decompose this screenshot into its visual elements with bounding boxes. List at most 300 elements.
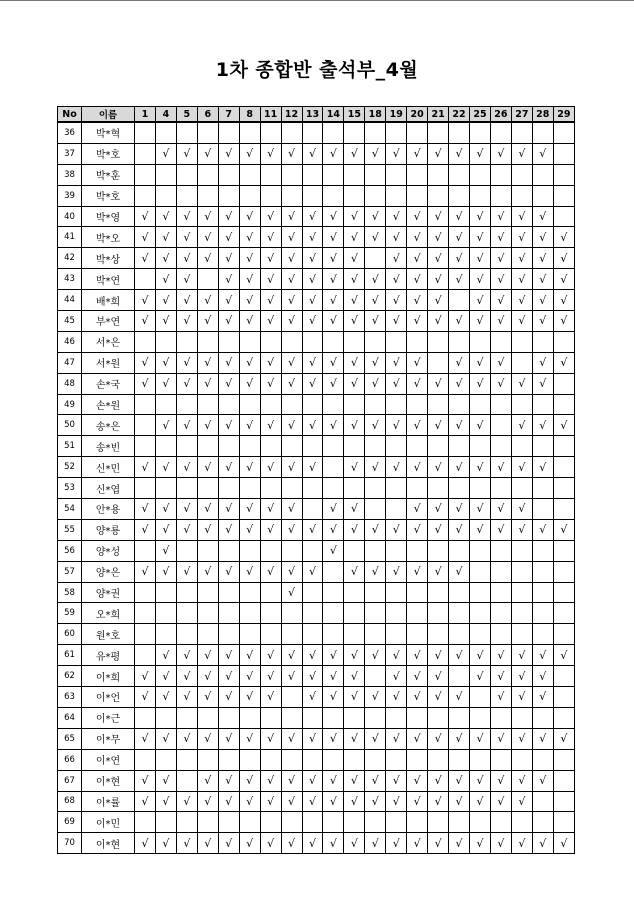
attendance-empty — [323, 394, 344, 415]
attendance-empty — [281, 122, 302, 143]
attendance-empty — [511, 122, 532, 143]
attendance-empty — [449, 331, 470, 352]
attendance-check: √ — [323, 227, 344, 248]
attendance-empty — [281, 394, 302, 415]
attendance-check: √ — [344, 728, 365, 749]
attendance-check: √ — [218, 645, 239, 666]
attendance-check: √ — [281, 269, 302, 290]
attendance-check: √ — [260, 415, 281, 436]
attendance-empty — [344, 185, 365, 206]
attendance-check: √ — [511, 770, 532, 791]
attendance-empty — [511, 561, 532, 582]
student-name: 부*연 — [82, 311, 135, 332]
table-row — [58, 457, 575, 478]
attendance-empty — [449, 478, 470, 499]
attendance-check: √ — [218, 248, 239, 269]
student-name: 이*률 — [82, 791, 135, 812]
attendance-empty — [407, 707, 428, 728]
attendance-empty — [386, 164, 407, 185]
attendance-check: √ — [365, 519, 386, 540]
attendance-check: √ — [553, 645, 574, 666]
header-day-7: 7 — [218, 107, 239, 123]
attendance-check: √ — [197, 311, 218, 332]
attendance-check: √ — [365, 561, 386, 582]
table-row — [58, 603, 575, 624]
attendance-empty — [365, 749, 386, 770]
attendance-check: √ — [470, 645, 491, 666]
attendance-check: √ — [135, 227, 156, 248]
attendance-check: √ — [553, 311, 574, 332]
attendance-check: √ — [239, 770, 260, 791]
attendance-check: √ — [260, 499, 281, 520]
attendance-check: √ — [302, 791, 323, 812]
attendance-empty — [428, 478, 449, 499]
attendance-check: √ — [386, 645, 407, 666]
attendance-empty — [197, 331, 218, 352]
attendance-check: √ — [511, 499, 532, 520]
attendance-empty — [239, 582, 260, 603]
attendance-empty — [407, 478, 428, 499]
attendance-check: √ — [449, 561, 470, 582]
attendance-empty — [197, 707, 218, 728]
attendance-check: √ — [197, 227, 218, 248]
table-row — [58, 624, 575, 645]
attendance-empty — [470, 707, 491, 728]
student-name: 박*연 — [82, 269, 135, 290]
attendance-empty — [302, 812, 323, 833]
attendance-check: √ — [218, 833, 239, 854]
attendance-empty — [553, 373, 574, 394]
attendance-check: √ — [407, 206, 428, 227]
attendance-empty — [449, 394, 470, 415]
attendance-check: √ — [490, 311, 511, 332]
attendance-empty — [239, 707, 260, 728]
attendance-empty — [323, 478, 344, 499]
attendance-empty — [281, 603, 302, 624]
attendance-check: √ — [176, 206, 197, 227]
student-name: 손*원 — [82, 394, 135, 415]
attendance-empty — [302, 436, 323, 457]
attendance-check: √ — [449, 206, 470, 227]
attendance-check: √ — [239, 561, 260, 582]
attendance-check: √ — [407, 373, 428, 394]
attendance-check: √ — [511, 143, 532, 164]
attendance-empty — [470, 687, 491, 708]
attendance-empty — [386, 478, 407, 499]
attendance-check: √ — [490, 666, 511, 687]
attendance-empty — [155, 624, 176, 645]
attendance-check: √ — [302, 687, 323, 708]
attendance-check: √ — [260, 290, 281, 311]
attendance-check: √ — [490, 728, 511, 749]
attendance-check: √ — [176, 728, 197, 749]
top-rule — [0, 0, 634, 1]
attendance-empty — [386, 122, 407, 143]
attendance-empty — [365, 394, 386, 415]
attendance-check: √ — [428, 519, 449, 540]
attendance-empty — [344, 540, 365, 561]
attendance-check: √ — [386, 561, 407, 582]
attendance-check: √ — [511, 791, 532, 812]
student-name: 박*영 — [82, 206, 135, 227]
attendance-check: √ — [135, 687, 156, 708]
attendance-empty — [490, 415, 511, 436]
attendance-check: √ — [449, 728, 470, 749]
attendance-empty — [176, 603, 197, 624]
attendance-empty — [135, 645, 156, 666]
attendance-empty — [428, 122, 449, 143]
attendance-check: √ — [511, 248, 532, 269]
attendance-check: √ — [281, 227, 302, 248]
attendance-empty — [176, 478, 197, 499]
attendance-check: √ — [302, 352, 323, 373]
attendance-empty — [490, 164, 511, 185]
attendance-empty — [365, 812, 386, 833]
attendance-empty — [553, 791, 574, 812]
attendance-check: √ — [176, 561, 197, 582]
attendance-empty — [470, 164, 491, 185]
attendance-check: √ — [511, 645, 532, 666]
attendance-check: √ — [428, 373, 449, 394]
attendance-empty — [135, 436, 156, 457]
attendance-check: √ — [532, 770, 553, 791]
attendance-check: √ — [407, 143, 428, 164]
attendance-empty — [428, 185, 449, 206]
table-row — [58, 582, 575, 603]
attendance-empty — [281, 478, 302, 499]
attendance-check: √ — [197, 687, 218, 708]
table-row — [58, 561, 575, 582]
attendance-empty — [239, 812, 260, 833]
attendance-empty — [490, 561, 511, 582]
attendance-check: √ — [470, 227, 491, 248]
attendance-check: √ — [449, 791, 470, 812]
table-row — [58, 728, 575, 749]
attendance-check: √ — [553, 227, 574, 248]
attendance-empty — [344, 394, 365, 415]
attendance-empty — [407, 331, 428, 352]
row-number: 42 — [58, 248, 82, 269]
attendance-empty — [323, 707, 344, 728]
student-name: 서*은 — [82, 331, 135, 352]
attendance-empty — [365, 164, 386, 185]
attendance-check: √ — [176, 311, 197, 332]
attendance-check: √ — [470, 311, 491, 332]
row-number: 41 — [58, 227, 82, 248]
attendance-empty — [470, 478, 491, 499]
attendance-empty — [155, 185, 176, 206]
attendance-check: √ — [449, 687, 470, 708]
attendance-check: √ — [218, 352, 239, 373]
attendance-check: √ — [176, 833, 197, 854]
attendance-check: √ — [155, 499, 176, 520]
attendance-check: √ — [218, 687, 239, 708]
attendance-check: √ — [135, 791, 156, 812]
student-name: 양*은 — [82, 561, 135, 582]
attendance-empty — [490, 122, 511, 143]
row-number: 58 — [58, 582, 82, 603]
attendance-check: √ — [344, 269, 365, 290]
attendance-check: √ — [239, 290, 260, 311]
attendance-check: √ — [302, 269, 323, 290]
attendance-empty — [260, 331, 281, 352]
table-row — [58, 227, 575, 248]
attendance-check: √ — [490, 457, 511, 478]
attendance-check: √ — [386, 352, 407, 373]
attendance-check: √ — [407, 770, 428, 791]
attendance-empty — [281, 707, 302, 728]
attendance-check: √ — [344, 415, 365, 436]
attendance-empty — [386, 749, 407, 770]
attendance-check: √ — [553, 290, 574, 311]
attendance-check: √ — [449, 269, 470, 290]
row-number: 49 — [58, 394, 82, 415]
attendance-check: √ — [197, 143, 218, 164]
header-day-8: 8 — [239, 107, 260, 123]
attendance-check: √ — [281, 833, 302, 854]
attendance-check: √ — [428, 770, 449, 791]
attendance-check: √ — [386, 791, 407, 812]
table-row — [58, 499, 575, 520]
attendance-check: √ — [239, 311, 260, 332]
attendance-check: √ — [155, 206, 176, 227]
attendance-check: √ — [428, 791, 449, 812]
attendance-check: √ — [135, 666, 156, 687]
attendance-check: √ — [532, 687, 553, 708]
table-row — [58, 812, 575, 833]
attendance-check: √ — [323, 645, 344, 666]
attendance-check: √ — [155, 666, 176, 687]
attendance-check: √ — [386, 206, 407, 227]
attendance-check: √ — [197, 499, 218, 520]
attendance-check: √ — [428, 666, 449, 687]
attendance-check: √ — [135, 352, 156, 373]
attendance-empty — [218, 812, 239, 833]
attendance-check: √ — [323, 206, 344, 227]
attendance-empty — [511, 582, 532, 603]
attendance-check: √ — [155, 415, 176, 436]
attendance-check: √ — [386, 666, 407, 687]
row-number: 64 — [58, 707, 82, 728]
attendance-check: √ — [323, 290, 344, 311]
attendance-check: √ — [302, 206, 323, 227]
attendance-empty — [511, 331, 532, 352]
attendance-check: √ — [511, 269, 532, 290]
student-name: 이*희 — [82, 666, 135, 687]
attendance-check: √ — [407, 457, 428, 478]
attendance-check: √ — [155, 561, 176, 582]
attendance-empty — [553, 394, 574, 415]
row-number: 57 — [58, 561, 82, 582]
attendance-check: √ — [365, 687, 386, 708]
attendance-empty — [323, 624, 344, 645]
attendance-empty — [449, 707, 470, 728]
header-day-20: 20 — [407, 107, 428, 123]
attendance-empty — [344, 436, 365, 457]
attendance-empty — [532, 561, 553, 582]
attendance-check: √ — [281, 290, 302, 311]
attendance-empty — [218, 749, 239, 770]
attendance-check: √ — [323, 833, 344, 854]
attendance-check: √ — [428, 728, 449, 749]
attendance-empty — [239, 122, 260, 143]
attendance-empty — [532, 791, 553, 812]
attendance-check: √ — [218, 143, 239, 164]
row-number: 61 — [58, 645, 82, 666]
attendance-check: √ — [281, 770, 302, 791]
attendance-check: √ — [218, 770, 239, 791]
student-name: 유*평 — [82, 645, 135, 666]
row-number: 67 — [58, 770, 82, 791]
attendance-check: √ — [490, 206, 511, 227]
attendance-check: √ — [511, 373, 532, 394]
attendance-empty — [511, 436, 532, 457]
attendance-empty — [386, 499, 407, 520]
header-day-26: 26 — [490, 107, 511, 123]
attendance-check: √ — [302, 143, 323, 164]
attendance-empty — [176, 436, 197, 457]
attendance-check: √ — [155, 311, 176, 332]
table-row — [58, 415, 575, 436]
attendance-check: √ — [260, 666, 281, 687]
attendance-empty — [532, 624, 553, 645]
attendance-check: √ — [239, 645, 260, 666]
attendance-empty — [281, 164, 302, 185]
attendance-empty — [470, 394, 491, 415]
attendance-empty — [386, 582, 407, 603]
attendance-check: √ — [197, 833, 218, 854]
attendance-empty — [449, 603, 470, 624]
attendance-empty — [155, 478, 176, 499]
table-row — [58, 478, 575, 499]
attendance-check: √ — [281, 645, 302, 666]
attendance-check: √ — [428, 645, 449, 666]
attendance-check: √ — [239, 415, 260, 436]
attendance-check: √ — [323, 415, 344, 436]
attendance-empty — [135, 185, 156, 206]
attendance-empty — [365, 436, 386, 457]
attendance-check: √ — [386, 415, 407, 436]
table-row — [58, 248, 575, 269]
attendance-empty — [344, 582, 365, 603]
attendance-empty — [323, 331, 344, 352]
attendance-check: √ — [449, 248, 470, 269]
attendance-check: √ — [176, 248, 197, 269]
attendance-check: √ — [260, 269, 281, 290]
attendance-check: √ — [428, 457, 449, 478]
attendance-check: √ — [532, 143, 553, 164]
attendance-check: √ — [197, 457, 218, 478]
attendance-check: √ — [344, 791, 365, 812]
attendance-check: √ — [470, 519, 491, 540]
attendance-empty — [428, 624, 449, 645]
attendance-check: √ — [155, 833, 176, 854]
attendance-empty — [511, 624, 532, 645]
attendance-empty — [135, 164, 156, 185]
row-number: 36 — [58, 122, 82, 143]
attendance-check: √ — [386, 269, 407, 290]
attendance-check: √ — [344, 227, 365, 248]
attendance-empty — [532, 540, 553, 561]
attendance-empty — [135, 603, 156, 624]
row-number: 38 — [58, 164, 82, 185]
attendance-check: √ — [281, 373, 302, 394]
attendance-empty — [365, 624, 386, 645]
attendance-empty — [197, 603, 218, 624]
attendance-empty — [407, 122, 428, 143]
table-row — [58, 394, 575, 415]
student-name: 이*연 — [82, 749, 135, 770]
attendance-empty — [176, 164, 197, 185]
table-row — [58, 290, 575, 311]
attendance-empty — [176, 185, 197, 206]
attendance-check: √ — [218, 206, 239, 227]
attendance-empty — [239, 603, 260, 624]
attendance-empty — [155, 394, 176, 415]
attendance-empty — [176, 749, 197, 770]
attendance-empty — [490, 749, 511, 770]
attendance-check: √ — [302, 373, 323, 394]
attendance-empty — [449, 290, 470, 311]
header-day-19: 19 — [386, 107, 407, 123]
student-name: 안*용 — [82, 499, 135, 520]
attendance-empty — [449, 122, 470, 143]
attendance-empty — [302, 582, 323, 603]
attendance-empty — [302, 499, 323, 520]
attendance-check: √ — [449, 645, 470, 666]
attendance-check: √ — [197, 352, 218, 373]
attendance-check: √ — [365, 728, 386, 749]
attendance-empty — [135, 749, 156, 770]
attendance-empty — [553, 185, 574, 206]
attendance-empty — [302, 624, 323, 645]
row-number: 51 — [58, 436, 82, 457]
attendance-check: √ — [511, 728, 532, 749]
attendance-empty — [553, 436, 574, 457]
attendance-empty — [135, 143, 156, 164]
attendance-empty — [386, 436, 407, 457]
attendance-empty — [553, 666, 574, 687]
attendance-check: √ — [176, 457, 197, 478]
attendance-check: √ — [281, 415, 302, 436]
attendance-check: √ — [407, 728, 428, 749]
attendance-check: √ — [239, 143, 260, 164]
attendance-check: √ — [532, 269, 553, 290]
attendance-empty — [553, 457, 574, 478]
student-name: 배*희 — [82, 290, 135, 311]
attendance-empty — [176, 812, 197, 833]
attendance-check: √ — [365, 311, 386, 332]
row-number: 62 — [58, 666, 82, 687]
attendance-check: √ — [155, 457, 176, 478]
attendance-empty — [260, 394, 281, 415]
attendance-check: √ — [197, 791, 218, 812]
attendance-empty — [553, 707, 574, 728]
attendance-check: √ — [281, 791, 302, 812]
student-name: 오*희 — [82, 603, 135, 624]
attendance-check: √ — [365, 415, 386, 436]
attendance-empty — [197, 624, 218, 645]
attendance-empty — [323, 582, 344, 603]
attendance-empty — [449, 185, 470, 206]
attendance-check: √ — [239, 791, 260, 812]
attendance-empty — [281, 540, 302, 561]
attendance-check: √ — [135, 373, 156, 394]
attendance-check: √ — [449, 143, 470, 164]
attendance-empty — [553, 499, 574, 520]
attendance-check: √ — [155, 519, 176, 540]
header-name: 이름 — [82, 107, 135, 123]
